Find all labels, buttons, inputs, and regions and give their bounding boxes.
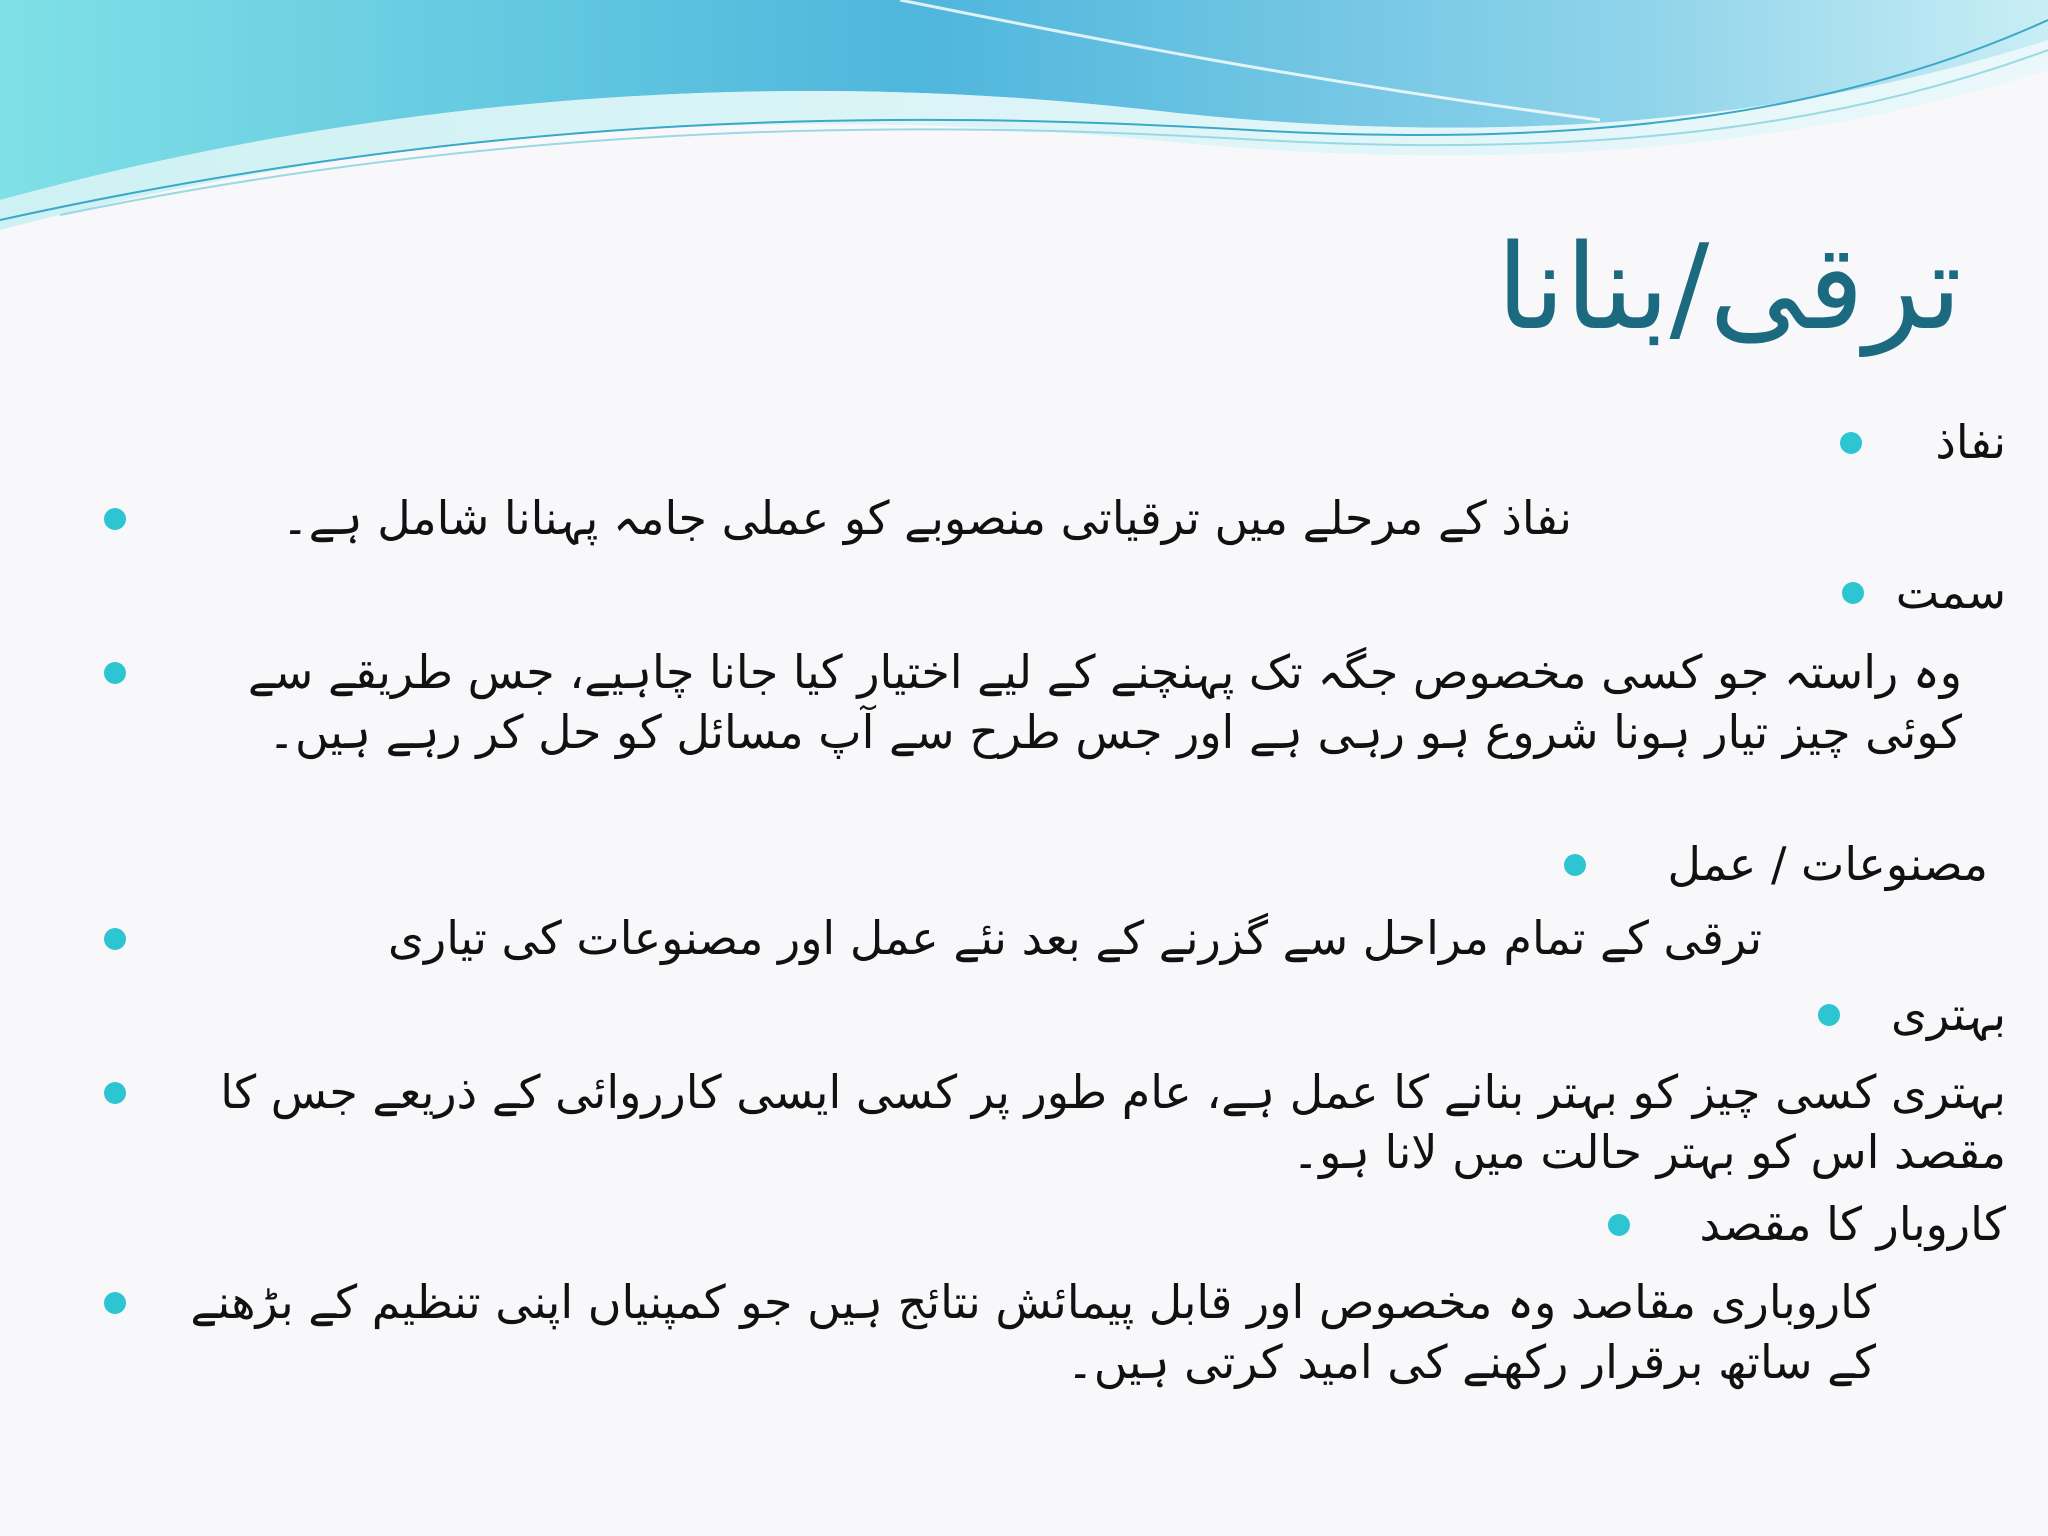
section-heading-2 (1406, 562, 2006, 622)
heading-text: مصنوعات / عمل (1667, 837, 1988, 891)
bullet-icon (1840, 432, 1862, 454)
bullet-icon (1564, 854, 1586, 876)
bullet-icon (104, 662, 126, 684)
section-body-1 (152, 488, 1572, 548)
heading-text: سمت (1895, 565, 2006, 619)
bullet-icon (104, 1292, 126, 1314)
heading-text: نفاذ (1935, 415, 2006, 469)
body-text: بہتری کسی چیز کو بہتر بنانے کا عمل ہے، عام طور پر کسی ایسی کارروائی کے ذریعے جس کا مقصد اس کو بہتر حالت میں لانا ہو۔ (220, 1065, 2006, 1179)
section-body-5 (152, 1272, 1876, 1402)
bullet-icon (1608, 1214, 1630, 1236)
section-heading-4 (1406, 984, 2006, 1044)
section-body-4 (152, 1062, 2006, 1192)
body-text: وہ راستہ جو کسی مخصوص جگہ تک پہنچنے کے لیے اختیار کیا جانا چاہیے، جس طریقے سے کوئی چیز تیار ہونا شروع ہو رہی ہے اور جس طرح سے آپ مسائل کو حل کر رہے ہیں۔ (247, 645, 1962, 759)
heading-text: کاروبار کا مقصد (1699, 1197, 2006, 1251)
body-text: کاروباری مقاصد وہ مخصوص اور قابل پیمائش نتائج ہیں جو کمپنیاں اپنی تنظیم کے بڑھنے کے ساتھ برقرار رکھنے کی امید کرتی ہیں۔ (190, 1275, 1876, 1389)
header-wave-decoration (0, 0, 2048, 240)
bullet-icon (104, 928, 126, 950)
section-heading-5 (1406, 1194, 2006, 1254)
bullet-icon (104, 1082, 126, 1104)
bullet-icon (1818, 1004, 1840, 1026)
section-body-3 (152, 908, 1762, 968)
heading-text: بہتری (1890, 987, 2006, 1041)
body-text: ترقی کے تمام مراحل سے گزرنے کے بعد نئے عمل اور مصنوعات کی تیاری (388, 911, 1762, 965)
section-heading-1 (1406, 412, 2006, 472)
section-heading-3 (1388, 834, 1988, 894)
body-text: نفاذ کے مرحلے میں ترقیاتی منصوبے کو عملی جامہ پہنانا شامل ہے۔ (281, 491, 1572, 545)
slide-title: ترقی/بنانا (1496, 218, 1962, 356)
section-body-2 (152, 642, 1962, 832)
bullet-icon (104, 508, 126, 530)
bullet-icon (1842, 582, 1864, 604)
